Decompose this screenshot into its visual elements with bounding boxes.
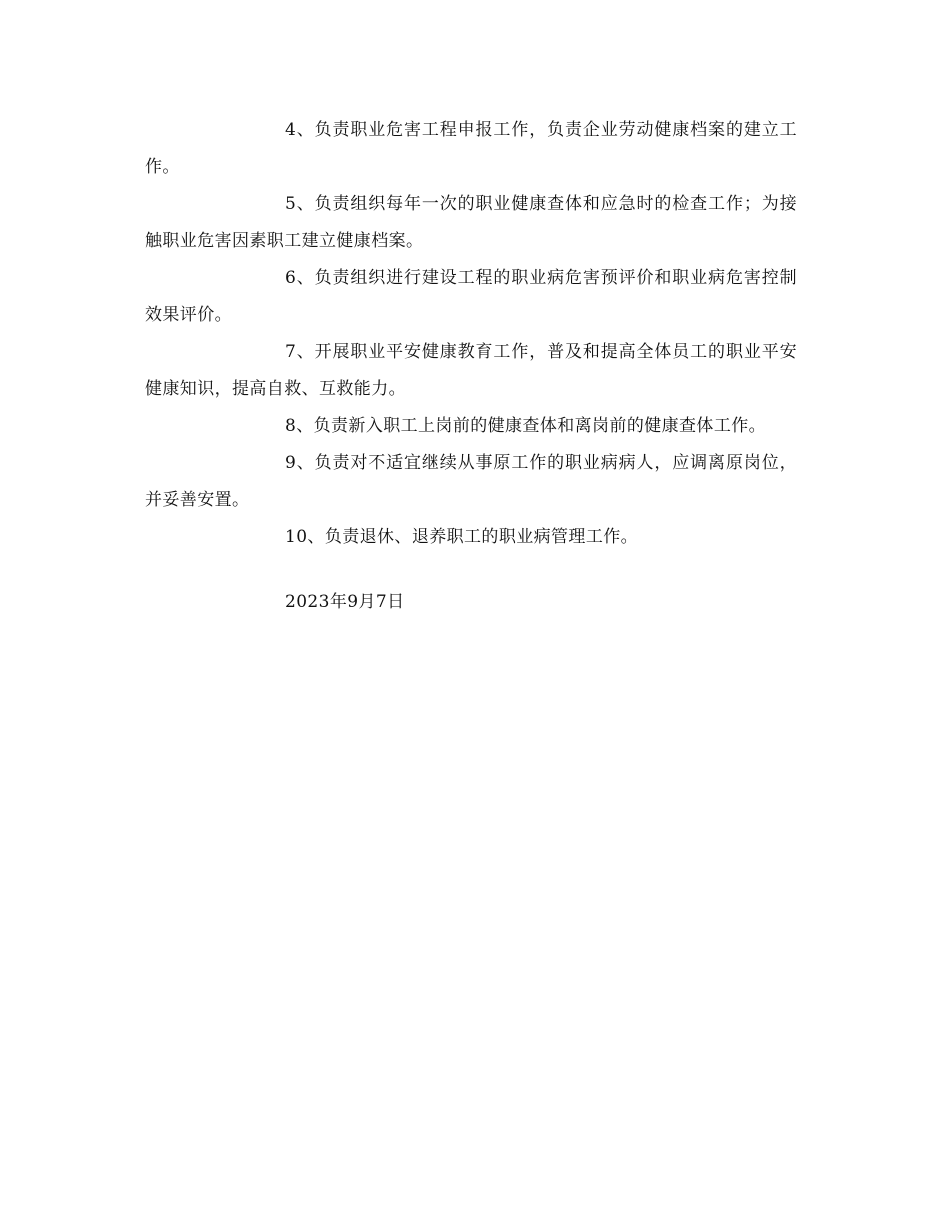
paragraph-item-6: 6、负责组织进行建设工程的职业病危害预评价和职业病危害控制效果评价。 [145,268,797,325]
paragraph-item-10: 10、负责退休、退养职工的职业病管理工作。 [285,527,639,547]
paragraph-item-5: 5、负责组织每年一次的职业健康查体和应急时的检查工作；为接触职业危害因素职工建立健康档案。 [145,194,797,251]
document-body [145,112,797,556]
paragraph-item-4: 4、负责职业危害工程申报工作，负责企业劳动健康档案的建立工作。 [145,120,797,177]
paragraph-item-9: 9、负责对不适宜继续从事原工作的职业病病人，应调离原岗位，并妥善安置。 [145,453,797,510]
document-date: 2023年9月7日 [285,592,405,612]
paragraph-item-7: 7、开展职业平安健康教育工作，普及和提高全体员工的职业平安健康知识，提高自救、互救能力。 [145,342,797,399]
paragraph-item-8: 8、负责新入职工上岗前的健康查体和离岗前的健康查体工作。 [285,416,767,436]
